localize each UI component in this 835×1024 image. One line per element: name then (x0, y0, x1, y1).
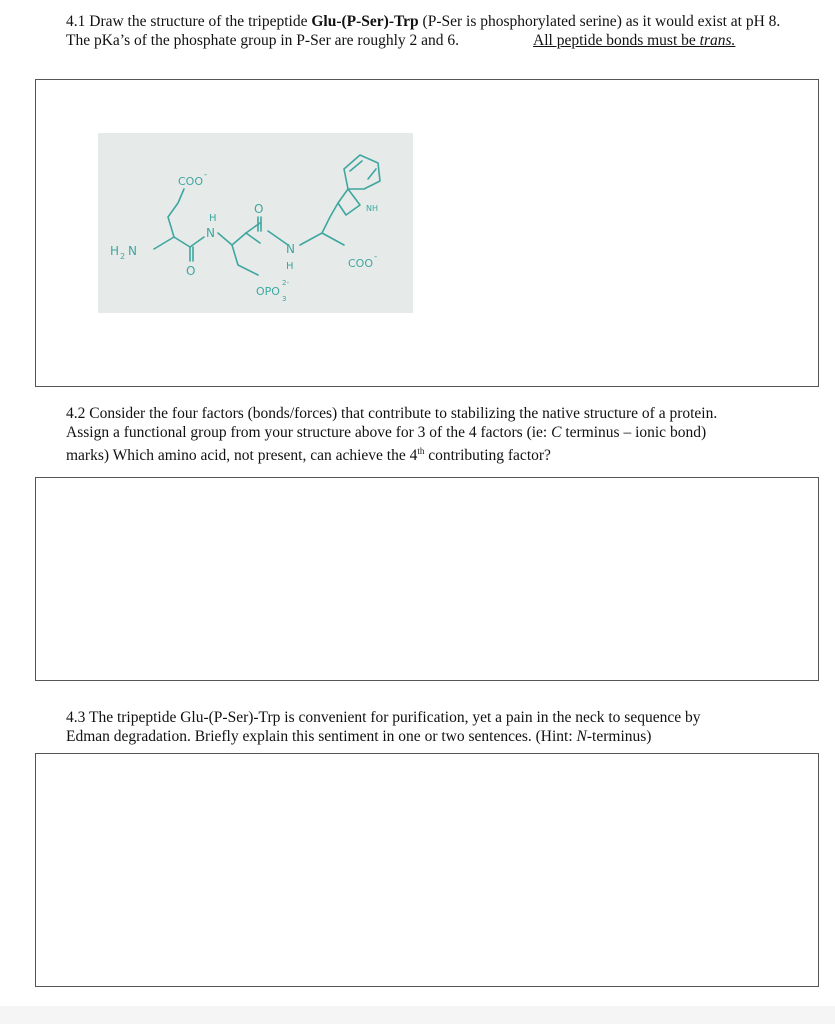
label-opo: OPO (256, 285, 280, 298)
tripeptide-drawing (98, 133, 413, 313)
bond-n-calpha1 (154, 237, 174, 249)
q2-line-1: 4.2 Consider the four factors (bonds/forces) that contribute to stabilizing the native structure of a protein. (66, 405, 718, 422)
bond-n3-calpha3 (300, 233, 344, 245)
q3-line-2b: -terminus) (586, 728, 652, 745)
q2-line-3 (66, 442, 806, 465)
q2-c-terminus: C (551, 424, 562, 441)
trp-sidechain (322, 203, 338, 233)
q2-superscript: th (417, 446, 425, 456)
q3-line-2a: Edman degradation. Briefly explain this sentiment in one or two sentences. (Hint: (66, 728, 577, 745)
bond-calpha1-co (174, 237, 204, 247)
label-nh-h: H (209, 213, 217, 224)
label-o-bottom: O (186, 264, 196, 278)
carbonyl-1 (190, 247, 193, 261)
label-coo-top-minus: - (204, 170, 208, 180)
q2-line-2a: Assign a functional group from your structure above for 3 of the 4 factors (ie: (66, 424, 552, 441)
question-4-3 (66, 708, 806, 746)
page-bottom-strip (0, 1006, 835, 1024)
bond-nh-calpha2 (218, 233, 246, 245)
structure-sketch-image (98, 133, 413, 313)
q1-prefix: 4.1 Draw the structure of the tripeptide (66, 13, 312, 30)
question-4-1 (66, 12, 806, 50)
ser-sidechain (232, 245, 258, 275)
q1-mid: (P-Ser is phosphorylated serine) as it would exist at pH 8. The pKa’s of the phosphate group in P-Ser are roughly 2 and 6. (66, 13, 781, 49)
label-opo-sub: 3 (282, 295, 287, 303)
label-h-mid: H (286, 261, 294, 272)
bond-calpha2-co (246, 233, 260, 243)
label-h-sub: 2 (120, 252, 126, 261)
q2-line-2b: terminus – ionic bond) (561, 424, 707, 441)
q3-n-terminus: N (576, 728, 587, 745)
label-opo-sup: 2- (282, 279, 289, 287)
label-n-mid: N (286, 242, 295, 256)
q2-line-3a: marks) Which amino acid, not present, can achieve the 4 (66, 447, 418, 465)
label-coo-right-minus: - (374, 252, 378, 262)
q3-line-1: 4.3 The tripeptide Glu-(P-Ser)-Trp is convenient for purification, yet a pain in the neck to sequence by (66, 709, 701, 726)
label-o-top: O (254, 202, 264, 216)
q1-peptide-bonds-note (533, 32, 735, 49)
q1-peptide-name: Glu-(P-Ser)-Trp (311, 13, 419, 30)
answer-box-4-3[interactable] (35, 753, 819, 987)
indole-pyrrole (338, 189, 360, 215)
glu-sidechain (168, 189, 184, 237)
indole-double-bonds (350, 161, 376, 179)
q3-line-2 (66, 727, 806, 746)
q1-bonds-label: All peptide bonds must be (533, 32, 700, 49)
bond-co-n3 (268, 231, 288, 245)
answer-box-4-2[interactable] (35, 477, 819, 681)
label-nh-n: N (206, 226, 215, 240)
question-4-1-text (66, 12, 806, 50)
q1-trans: trans. (699, 32, 736, 49)
question-4-2 (66, 404, 806, 465)
q2-line-2 (66, 423, 806, 442)
label-n-terminal: N (128, 244, 137, 258)
label-h: H (110, 244, 120, 258)
label-coo-right: COO (348, 257, 373, 270)
label-indole-nh: NH (366, 204, 378, 213)
label-coo-top: COO (178, 175, 203, 188)
q2-line-3b: contributing factor? (424, 447, 551, 465)
